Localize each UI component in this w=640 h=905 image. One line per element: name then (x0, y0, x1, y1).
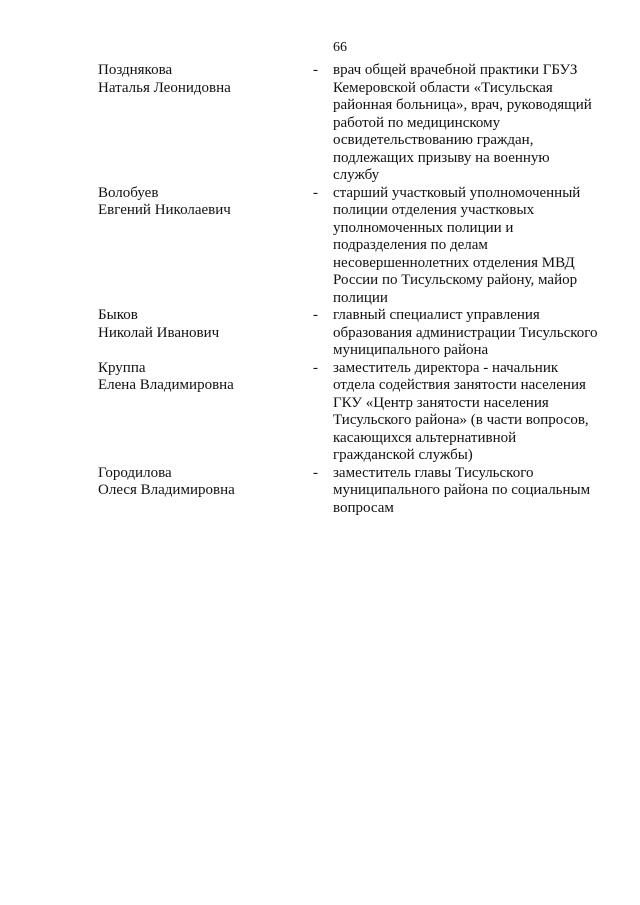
member-given-names: Николай Иванович (98, 324, 220, 341)
member-role: главный специалист управления образования администрации Тисульского муниципального района (333, 307, 598, 358)
member-role: старший участковый уполномоченный полиции отделения участковых уполномоченных полиции и подразделения по делам несовершеннолетних отделения МВД России по Тисульскому району, майор полиции (333, 184, 581, 306)
member-surname: Быков (98, 307, 138, 323)
member-role: заместитель директора - начальник отдела содействия занятости населения ГКУ «Центр занятости населения Тисульского района» (в части вопросов, касающихся альтернативной гражданской службы) (333, 359, 589, 463)
member-entry (98, 465, 598, 518)
member-dash: - (313, 464, 318, 481)
member-dash: - (313, 62, 318, 78)
member-name (98, 360, 313, 465)
member-dash: - (313, 359, 318, 376)
page-number: 66 (333, 40, 347, 55)
member-surname: Волобуев (98, 184, 159, 201)
member-given-names: Елена Владимировна (98, 377, 234, 393)
member-entry (98, 360, 598, 465)
member-entry (98, 185, 598, 308)
member-surname: Позднякова (98, 62, 173, 78)
member-surname: Круппа (98, 359, 146, 376)
commission-member-list (98, 62, 598, 517)
member-dash: - (313, 307, 318, 323)
member-entry (98, 307, 598, 360)
member-entry (98, 62, 598, 185)
member-given-names: Евгений Николаевич (98, 202, 231, 218)
member-role: заместитель главы Тисульского муниципального района по социальным вопросам (333, 464, 591, 516)
member-name (98, 185, 313, 308)
member-name (98, 465, 313, 518)
member-role: врач общей врачебной практики ГБУЗ Кемеровской области «Тисульская районная больница», врач, руководящий работой по медицинскому освидетельствованию граждан, подлежащих призыву на военную службу (333, 62, 592, 183)
member-name (98, 62, 313, 185)
member-given-names: Олеся Владимировна (98, 482, 235, 498)
member-dash: - (313, 184, 318, 201)
member-given-names: Наталья Леонидовна (98, 79, 231, 96)
member-name (98, 307, 313, 360)
member-surname: Городилова (98, 464, 172, 481)
